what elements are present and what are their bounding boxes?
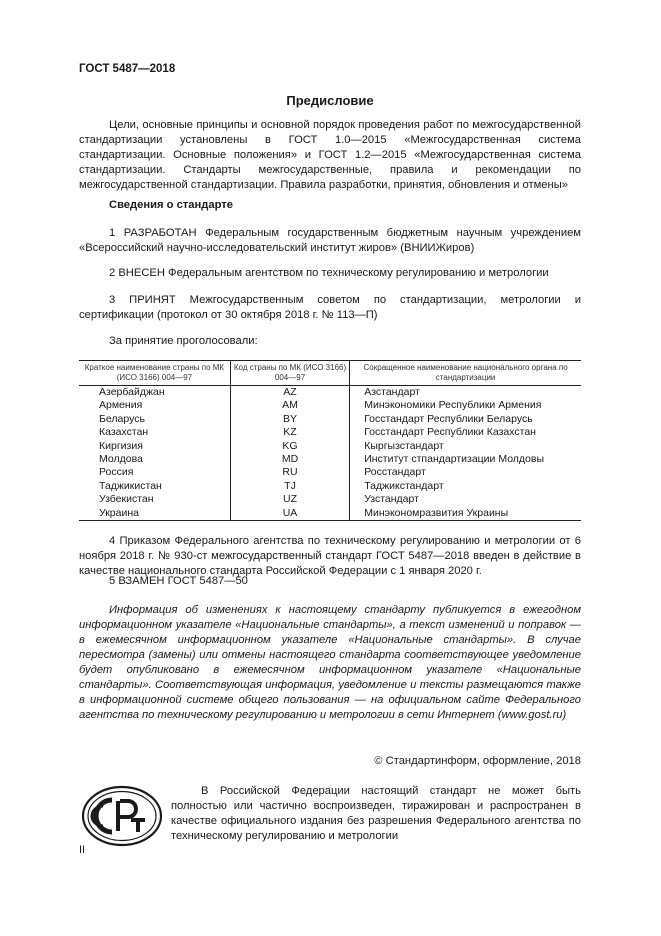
- cell-country: Казахстан: [99, 426, 149, 439]
- cell-body: Институт стпандартизации Молдовы: [350, 453, 581, 466]
- col-header-body: Сокращенное наименование национального органа по стандартизации: [350, 361, 581, 386]
- col-header-country: Краткое наименование страны по МК (ИСО 3166) 004—97: [79, 361, 230, 386]
- cell-code: AM: [230, 399, 349, 412]
- item-3: 3 ПРИНЯТ Межгосударственным советом по стандартизации, метрологии и сертификации (протокол от 30 октября 2018 г. № 113—П): [79, 294, 581, 321]
- cell-code: KG: [230, 440, 349, 453]
- cell-body: Узстандарт: [350, 493, 581, 506]
- item-5: 5 ВЗАМЕН ГОСТ 5487—50: [109, 575, 248, 587]
- cell-country: Азербайджан: [99, 386, 165, 398]
- cell-code: TJ: [230, 480, 349, 493]
- cell-code: MD: [230, 453, 349, 466]
- intro-paragraph: Цели, основные принципы и основной порядок проведения работ по межгосударственной стандартизации установлены в ГОСТ 1.0—2015 «Межгосударственная система стандартизации. Основные положения» и ГОСТ 1.2—2015 «Межгосударственная система стандартизации. Стандарты межгосударственные, правила и рекомендации по межгосударственной стандартизации. Правила разработки, принятия, обновления и отмены»: [79, 119, 581, 191]
- table-row: [79, 399, 581, 412]
- cell-body: Росстандарт: [350, 466, 581, 479]
- cell-country: Узбекистан: [99, 493, 154, 506]
- cell-country: Киргизия: [99, 439, 143, 452]
- cell-body: Азстандарт: [350, 386, 581, 400]
- cell-code: RU: [230, 466, 349, 479]
- cell-country: Россия: [99, 466, 134, 479]
- cell-country: Армения: [99, 399, 143, 412]
- voting-table: [79, 360, 581, 521]
- cell-code: BY: [230, 413, 349, 426]
- table-row: [79, 413, 581, 426]
- cell-country: Молдова: [99, 453, 143, 466]
- cell-body: Кыргызстандарт: [350, 440, 581, 453]
- page-title: Предисловие: [286, 93, 374, 108]
- doc-code-header: ГОСТ 5487—2018: [79, 63, 176, 75]
- cell-code: AZ: [230, 386, 349, 400]
- table-row: [79, 426, 581, 439]
- cell-code: KZ: [230, 426, 349, 439]
- cell-body: Таджикстандарт: [350, 480, 581, 493]
- item-2: 2 ВНЕСЕН Федеральным агентством по техническому регулированию и метрологии: [109, 267, 549, 279]
- table-row: [79, 480, 581, 493]
- cell-country: Украина: [79, 507, 230, 521]
- table-row: [79, 386, 581, 400]
- cell-body: Госстандарт Республики Беларусь: [350, 413, 581, 426]
- item-4: 4 Приказом Федерального агентства по техническому регулированию и метрологии от 6 ноября 2018 г. № 930-ст межгосударственный стандарт ГОСТ 5487—2018 введен в действие в качестве национального стандарта Российской Федерации с 1 января 2020 г.: [79, 535, 581, 577]
- page-number: II: [79, 844, 86, 856]
- vote-caption: За принятие проголосовали:: [109, 335, 258, 347]
- table-row: [79, 453, 581, 466]
- rst-logo-icon: [81, 785, 163, 847]
- col-header-code: Код страны по МК (ИСО 3166) 004—97: [230, 361, 349, 386]
- legal-notice: В Российской Федерации настоящий стандарт не может быть полностью или частично воспроизведен, тиражирован и распространен в качестве официального издания без разрешения Федерального агентства по техническому регулированию и метрологии: [171, 785, 581, 842]
- table-row: [79, 466, 581, 479]
- cell-code: UA: [230, 507, 349, 521]
- table-row: [79, 493, 581, 506]
- cell-body: Госстандарт Республики Казахстан: [350, 426, 581, 439]
- cell-country: Беларусь: [99, 412, 145, 425]
- copyright: © Стандартинформ, оформление, 2018: [374, 755, 581, 767]
- table-row: [79, 507, 581, 521]
- section-heading: Сведения о стандарте: [109, 199, 233, 211]
- info-note: Информация об изменениях к настоящему стандарту публикуется в ежегодном информационном указателе «Национальные стандарты», а текст изменений и поправок — в ежемесячном информационном указателе «Национальные стандарты». В случае пересмотра (замены) или отмены настоящего стандарта соответствующее уведомление будет опубликовано в ежемесячном информационном указателе «Национальные стандарты». Соответствующая информация, уведомление и тексты размещаются также в информационной системе общего пользования — на официальном сайте Федерального агентства по техническому регулированию и метрологии в сети Интернет (www.gost.ru): [79, 604, 581, 721]
- table-row: [79, 440, 581, 453]
- cell-country: Таджикистан: [99, 479, 162, 492]
- cell-body: Минэкономразвития Украины: [350, 507, 581, 521]
- cell-body: Минэкономики Республики Армения: [350, 399, 581, 412]
- cell-code: UZ: [230, 493, 349, 506]
- item-1: 1 РАЗРАБОТАН Федеральным государственным бюджетным научным учреждением «Всероссийский научно-исследовательский институт жиров» (ВНИИЖиров): [79, 227, 581, 254]
